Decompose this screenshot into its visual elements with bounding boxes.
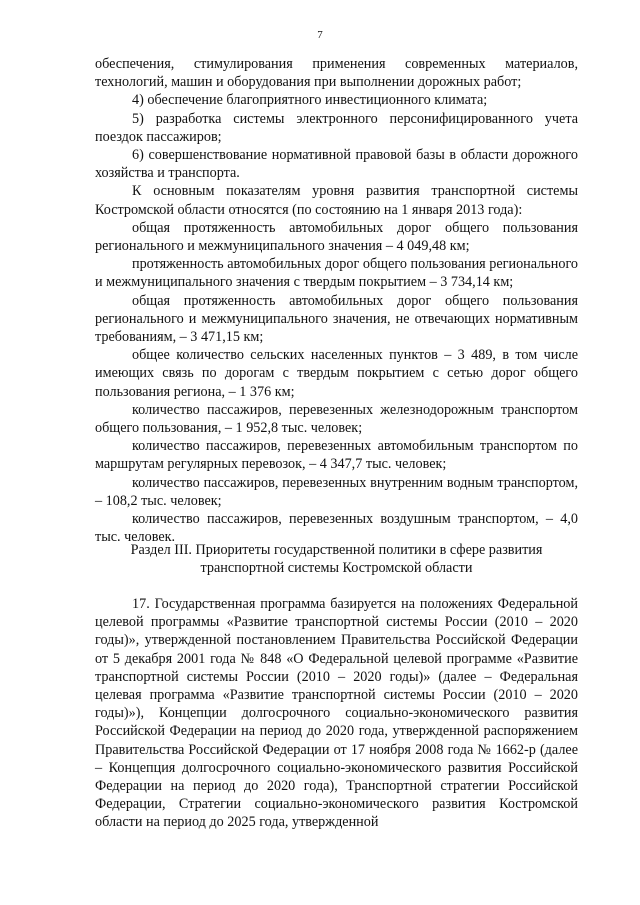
paragraph: 5) разработка системы электронного персонифицированного учета поездок пассажиров; <box>95 110 578 145</box>
paragraph: 17. Государственная программа базируется на положениях Федеральной целевой программы «Развитие транспортной системы России (2010 – 2020 годы)», утвержденной постановлением Правительства Российской Федерации от 5 декабря 2001 года № 848 «О Федеральной целевой программе «Развитие транспортной системы России (2010 – 2020 годы)» (далее – Федеральная целевая программа «Развитие транспортной системы России (2010 – 2020 годы)»), Концепции долгосрочного социально-экономического развития Российской Федерации на период до 2020 года, утвержденной распоряжением Правительства Российской Федерации от 17 ноября 2008 года № 1662-р (далее – Концепция долгосрочного социально-экономического развития Российской Федерации на период до 2020 года), Транспортной стратегии Российской Федерации, Стратегии социально-экономического развития Костромской области на период до 2025 года, утвержденной <box>95 596 578 831</box>
paragraph: К основным показателям уровня развития транспортной системы Костромской области относятся (по состоянию на 1 января 2013 года): <box>95 183 578 218</box>
paragraph: общая протяженность автомобильных дорог общего пользования регионального и межмуниципального значения, не отвечающих нормативным требованиям, – 3 471,15 км; <box>95 292 578 346</box>
paragraph: 4) обеспечение благоприятного инвестиционного климата; <box>132 92 488 109</box>
paragraph: количество пассажиров, перевезенных внутренним водным транспортом, – 108,2 тыс. человек; <box>95 474 578 509</box>
section-heading-line-2: транспортной системы Костромской области <box>200 560 473 577</box>
paragraph: общая протяженность автомобильных дорог общего пользования регионального и межмуниципального значения – 4 049,48 км; <box>95 219 578 255</box>
paragraph: протяженность автомобильных дорог общего пользования регионального и межмуниципального значения с твердым покрытием – 3 734,14 км; <box>95 256 578 291</box>
paragraph: обеспечения, стимулирования применения современных материалов, технологий, машин и оборудования при выполнении дорожных работ; <box>95 56 578 91</box>
section-heading <box>95 541 578 577</box>
paragraph: 6) совершенствование нормативной правовой базы в области дорожного хозяйства и транспорта. <box>95 147 578 182</box>
page-number: 7 <box>317 29 323 41</box>
paragraph: количество пассажиров, перевезенных железнодорожным транспортом общего пользования, – 1 952,8 тыс. человек; <box>95 401 578 437</box>
paragraph: количество пассажиров, перевезенных воздушным транспортом, – 4,0 тыс. человек. <box>95 511 578 546</box>
paragraph: количество пассажиров, перевезенных автомобильным транспортом по маршрутам регулярных перевозок, – 4 347,7 тыс. человек; <box>95 438 578 473</box>
body-text-section-2 <box>95 595 578 832</box>
section-heading-line-1: Раздел III. Приоритеты государственной политики в сфере развития <box>130 542 543 558</box>
body-text-section <box>95 55 578 546</box>
paragraph: общее количество сельских населенных пунктов – 3 489, в том числе имеющих связь по дорогам с твердым покрытием с сетью дорог общего пользования региона, – 1 376 км; <box>95 347 578 400</box>
